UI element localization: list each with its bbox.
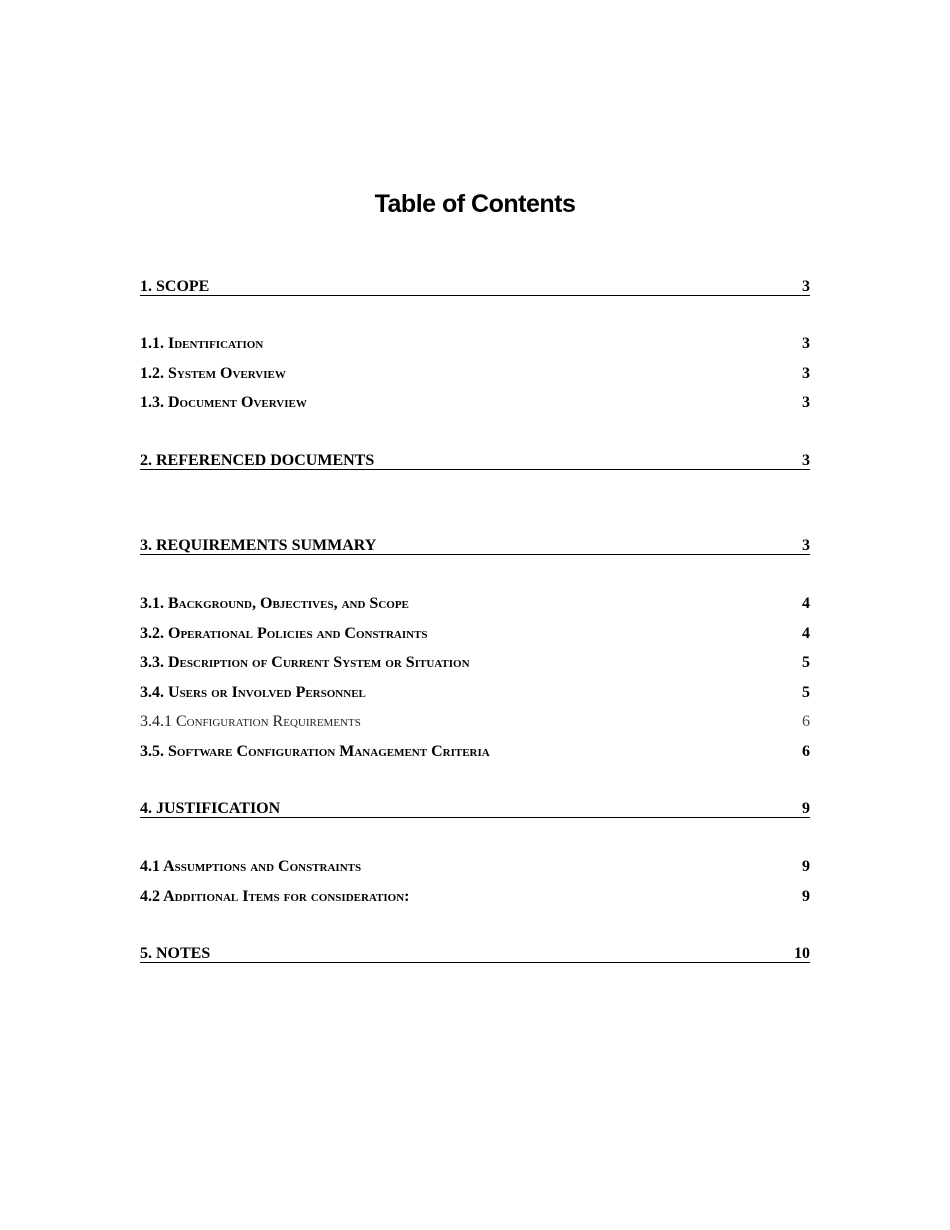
toc-entry-page: 3 [802, 537, 810, 554]
toc-entry-title: 3.4.1 Configuration Requirements [140, 713, 361, 730]
toc-entry-page: 3 [802, 365, 810, 382]
toc-entry-notes[interactable] [140, 946, 810, 963]
toc-entry-page: 4 [802, 595, 810, 612]
toc-entry-page: 3 [802, 394, 810, 411]
toc-entry-page: 6 [802, 713, 810, 730]
toc-entry-title: 3.5. Software Configuration Management Criteria [140, 743, 490, 760]
toc-entry-scope[interactable] [140, 279, 810, 296]
toc-entry-page: 3 [802, 452, 810, 469]
toc-entry-page: 5 [802, 654, 810, 671]
toc-entry-current-system[interactable] [140, 654, 810, 672]
toc-entry-users[interactable] [140, 684, 810, 702]
toc-entry-page: 5 [802, 684, 810, 701]
toc-entry-assumptions[interactable] [140, 858, 810, 876]
toc-entry-title: 3.2. Operational Policies and Constraints [140, 625, 428, 642]
toc-entry-page: 9 [802, 888, 810, 905]
toc-entry-requirements-summary[interactable] [140, 538, 810, 555]
toc-entry-title: 4.1 Assumptions and Constraints [140, 858, 362, 875]
toc-entry-configuration-requirements[interactable] [140, 713, 810, 731]
toc-entry-title: 1.2. System Overview [140, 365, 286, 382]
toc-entry-page: 9 [802, 800, 810, 817]
toc-entry-page: 10 [794, 945, 810, 962]
toc-entry-background[interactable] [140, 595, 810, 613]
toc-entry-page: 6 [802, 743, 810, 760]
toc-entry-additional-items[interactable] [140, 888, 810, 906]
toc-entry-justification[interactable] [140, 801, 810, 818]
toc-entry-title: 3. REQUIREMENTS SUMMARY [140, 537, 377, 554]
toc-entry-title: 4. JUSTIFICATION [140, 800, 281, 817]
toc-entry-title: 3.4. Users or Involved Personnel [140, 684, 366, 701]
toc-entry-scm-criteria[interactable] [140, 743, 810, 761]
toc-heading: Table of Contents [374, 190, 576, 218]
toc-entry-title: 1. SCOPE [140, 278, 210, 295]
toc-entry-document-overview[interactable] [140, 394, 810, 412]
toc-entry-title: 2. REFERENCED DOCUMENTS [140, 452, 375, 469]
toc-entry-page: 3 [802, 335, 810, 352]
toc-entry-title: 1.1. Identification [140, 335, 264, 352]
toc-entry-page: 3 [802, 278, 810, 295]
toc-entry-identification[interactable] [140, 335, 810, 353]
toc-entry-operational-policies[interactable] [140, 625, 810, 643]
toc-entry-title: 1.3. Document Overview [140, 394, 307, 411]
toc-entry-page: 4 [802, 625, 810, 642]
toc-entry-referenced-documents[interactable] [140, 453, 810, 470]
toc-entry-system-overview[interactable] [140, 365, 810, 383]
toc-entry-title: 3.1. Background, Objectives, and Scope [140, 595, 409, 612]
toc-entry-title: 4.2 Additional Items for consideration: [140, 888, 410, 905]
toc-entry-title: 5. NOTES [140, 945, 211, 962]
toc-entry-title: 3.3. Description of Current System or Situation [140, 654, 470, 671]
toc-entry-page: 9 [802, 858, 810, 875]
